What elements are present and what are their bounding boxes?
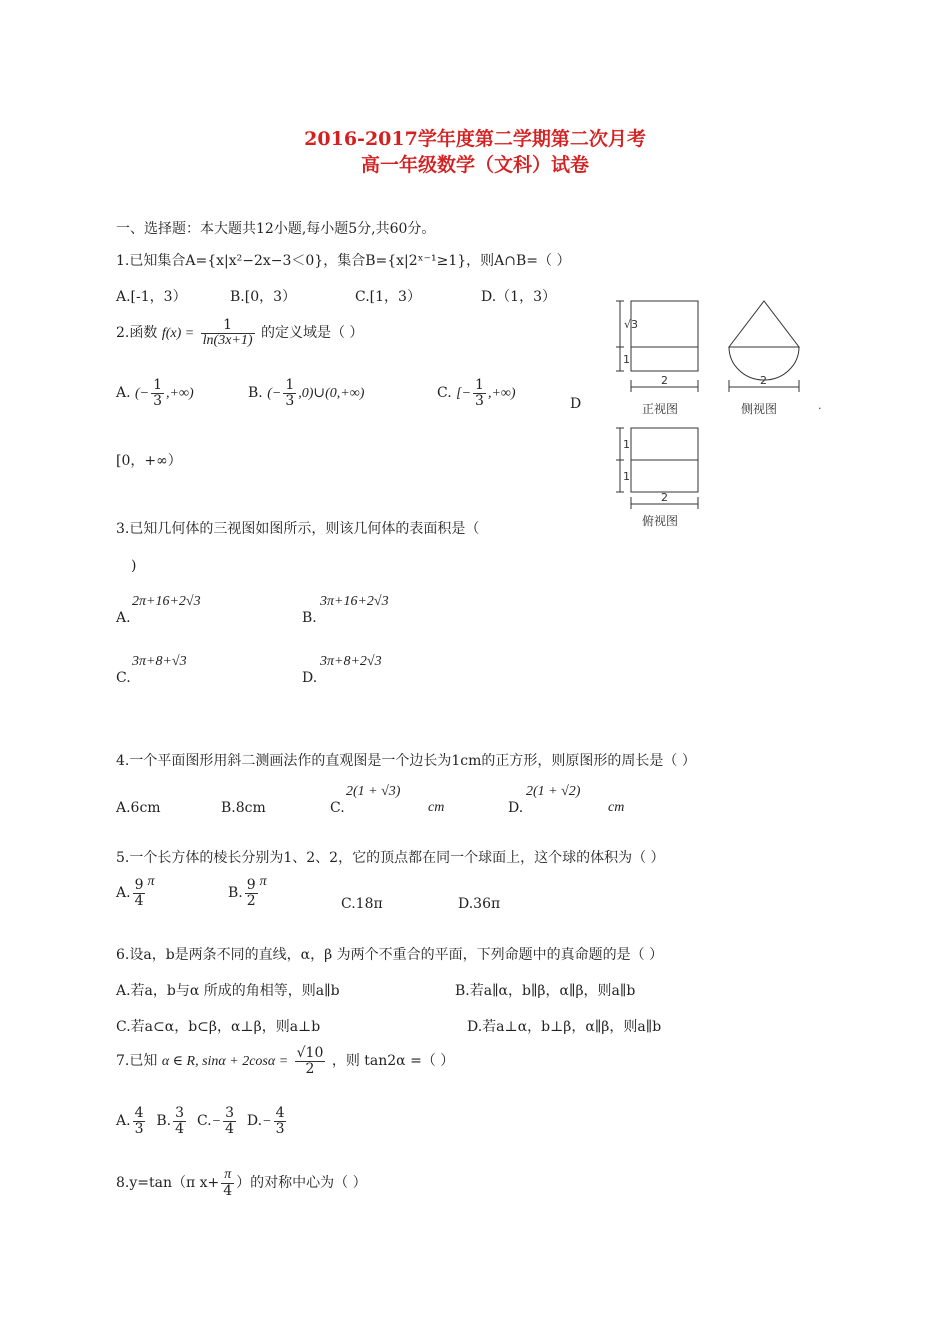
q3-option-a: 2π+16+2√3 [132, 594, 201, 609]
q2-c-fraction [473, 378, 486, 408]
q7-a-den: 3 [134, 1120, 144, 1137]
top-view-label: 俯视图 [642, 514, 679, 528]
q1-stem: 1.已知集合A={x|x²−2x−3＜0}，集合B={x|2ˣ⁻¹≥1}，则A∩B=（ ） [116, 253, 571, 269]
q1-option-d: D.（1，3） [481, 289, 556, 305]
section-heading: 一、选择题：本大题共12小题,每小题5分,共60分。 [116, 221, 436, 237]
q5-b-num: 9 [246, 877, 256, 893]
q1-option-b: B.[0，3） [230, 289, 297, 305]
q3-option-b-label: B. [302, 610, 317, 626]
figure-dot: . [818, 399, 822, 412]
q2-a-label: A. [116, 385, 131, 402]
q7-c-fraction [223, 1106, 236, 1136]
top-dim-1-upper: 1 [623, 438, 630, 451]
front-view-rect [631, 301, 698, 371]
three-view-figure [600, 292, 845, 532]
q2-c-label: C. [437, 385, 452, 402]
q2-option-d-label: D [570, 396, 582, 412]
q2-function-fraction [201, 318, 255, 348]
q4-option-c-label: C. [330, 800, 345, 816]
q6-option-d: D.若a⊥α，b⊥β，α∥β，则a∥b [467, 1019, 662, 1035]
front-dim-2: 2 [661, 374, 668, 387]
q5-b-fraction [245, 878, 258, 908]
q7-options [116, 1106, 288, 1136]
q2-function-name: f(x) = [161, 326, 195, 342]
q1-option-a: A.[-1，3） [116, 289, 187, 305]
q2-option-c [437, 378, 516, 408]
q5-b-pi: π [259, 874, 267, 890]
q2-a-num: 1 [153, 377, 163, 393]
q7-condition: α ∈ R, sinα + 2cosα = [161, 1054, 289, 1070]
q2-b-label: B. [248, 385, 263, 402]
q5-stem: 5.一个长方体的棱长分别为1、2、2，它的顶点都在同一个球面上，这个球的体积为（ ） [116, 850, 665, 866]
q4-option-d-unit: cm [608, 800, 625, 815]
q7-c-label: C. [196, 1113, 212, 1130]
q1-option-c: C.[1，3） [355, 289, 421, 305]
q7-num: √10 [296, 1045, 324, 1061]
q3-option-a-label: A. [116, 610, 131, 626]
front-view-label: 正视图 [642, 402, 679, 416]
q2-fraction-numerator: 1 [201, 318, 255, 334]
q2-a-suffix: ,+∞) [166, 386, 194, 402]
q4-option-c-unit: cm [428, 800, 445, 815]
q7-c-sign: − [211, 1114, 222, 1130]
q2-c-den: 3 [475, 392, 484, 409]
q2-stem-prefix: 2.函数 [116, 325, 158, 342]
q2-option-d-value: [0，+∞） [116, 453, 182, 469]
q2-a-den: 3 [153, 392, 163, 409]
exam-title-line1: 2016-2017学年度第二学期第二次月考 [304, 128, 646, 150]
q2-b-num: 1 [285, 377, 295, 393]
q2-fraction-denominator: ln(3x+1) [202, 332, 253, 348]
q6-option-a: A.若a，b与α 所成的角相等，则a∥b [116, 983, 340, 999]
q2-c-suffix: ,+∞) [487, 386, 516, 402]
q5-a-den: 4 [134, 892, 144, 909]
q7-c-num: 3 [225, 1105, 235, 1121]
q7-b-den: 4 [175, 1120, 185, 1137]
q3-option-c: 3π+8+√3 [132, 654, 187, 669]
q7-fraction [295, 1046, 326, 1076]
q7-d-label: D. [246, 1113, 263, 1130]
q8-stem [116, 1168, 367, 1198]
q7-a-fraction [133, 1106, 146, 1136]
q2-b-suffix: ,0)∪(0,+∞) [298, 386, 365, 402]
side-dim-2: 2 [760, 374, 767, 387]
q5-a-label: A. [116, 885, 131, 902]
q2-b-prefix: (− [267, 386, 282, 402]
q7-d-num: 4 [275, 1105, 285, 1121]
q5-b-den: 2 [246, 892, 256, 909]
q5-b-label: B. [228, 885, 243, 902]
side-view-label: 侧视图 [741, 402, 778, 416]
q8-stem-suffix: ）的对称中心为（ ） [236, 1175, 367, 1192]
q8-fraction [221, 1168, 234, 1198]
q3-option-d-label: D. [302, 670, 318, 686]
q4-option-c: 2(1 + √3) [346, 784, 401, 799]
q4-option-d: 2(1 + √2) [526, 784, 581, 799]
q5-option-c: C.18π [341, 896, 383, 912]
q7-stem-prefix: 7.已知 [116, 1053, 158, 1070]
q3-stem-close: ) [131, 558, 137, 574]
q4-stem: 4.一个平面图形用斜二测画法作的直观图是一个边长为1cm的正方形，则原图形的周长是（ ） [116, 753, 696, 769]
q7-a-num: 4 [134, 1105, 144, 1121]
q6-stem: 6.设a，b是两条不同的直线，α，β 为两个不重合的平面，下列命题中的真命题的是（ ） [116, 947, 664, 963]
q7-c-den: 4 [225, 1120, 235, 1137]
q3-stem: 3.已知几何体的三视图如图所示，则该几何体的表面积是（ [116, 521, 480, 537]
q2-c-num: 1 [475, 377, 484, 393]
q2-a-prefix: (− [135, 386, 150, 402]
q7-b-label: B. [156, 1113, 172, 1130]
q7-b-fraction [173, 1106, 186, 1136]
q7-stem [116, 1046, 454, 1076]
q7-den: 2 [305, 1060, 315, 1077]
q5-a-num: 9 [134, 877, 144, 893]
side-view-triangle [729, 301, 799, 347]
q3-option-d: 3π+8+2√3 [320, 654, 382, 669]
q6-option-c: C.若a⊂α，b⊂β，α⊥β，则a⊥b [116, 1019, 321, 1035]
q3-option-c-label: C. [116, 670, 131, 686]
q2-b-fraction [283, 378, 296, 408]
q2-c-prefix: [− [456, 386, 472, 402]
q3-option-b: 3π+16+2√3 [320, 594, 389, 609]
q5-a-fraction [133, 878, 146, 908]
q7-d-fraction [274, 1106, 287, 1136]
q7-d-den: 3 [275, 1120, 285, 1137]
q8-den: 4 [223, 1182, 233, 1199]
q8-num: π [221, 1168, 234, 1184]
q2-stem-suffix: 的定义域是（ ） [260, 325, 364, 342]
q7-d-sign: − [262, 1114, 272, 1130]
q4-option-b: B.8cm [221, 800, 266, 816]
q8-stem-prefix: 8.y=tan（π x+ [116, 1175, 220, 1192]
q7-b-num: 3 [175, 1105, 185, 1121]
exam-title-line2: 高一年级数学（文科）试卷 [360, 154, 589, 176]
q2-option-a [116, 378, 194, 408]
front-dim-1: 1 [623, 353, 630, 366]
top-dim-2: 2 [661, 491, 668, 504]
q2-b-den: 3 [285, 392, 295, 409]
q5-option-a [116, 874, 155, 909]
q2-a-fraction [151, 378, 164, 408]
front-dim-sqrt3: √3 [624, 318, 639, 331]
top-dim-1-lower: 1 [623, 470, 630, 483]
q7-stem-suffix: ，则 tan2α =（ ） [331, 1053, 455, 1070]
q4-option-d-label: D. [508, 800, 524, 816]
q5-a-pi: π [147, 874, 155, 890]
q2-stem [116, 318, 363, 348]
q6-option-b: B.若a∥α，b∥β，α∥β，则a∥b [455, 983, 636, 999]
q7-a-label: A. [116, 1113, 131, 1130]
q5-option-b [228, 874, 267, 909]
q5-option-d: D.36π [458, 896, 501, 912]
q2-option-b [248, 378, 364, 408]
q4-option-a: A.6cm [116, 800, 161, 816]
